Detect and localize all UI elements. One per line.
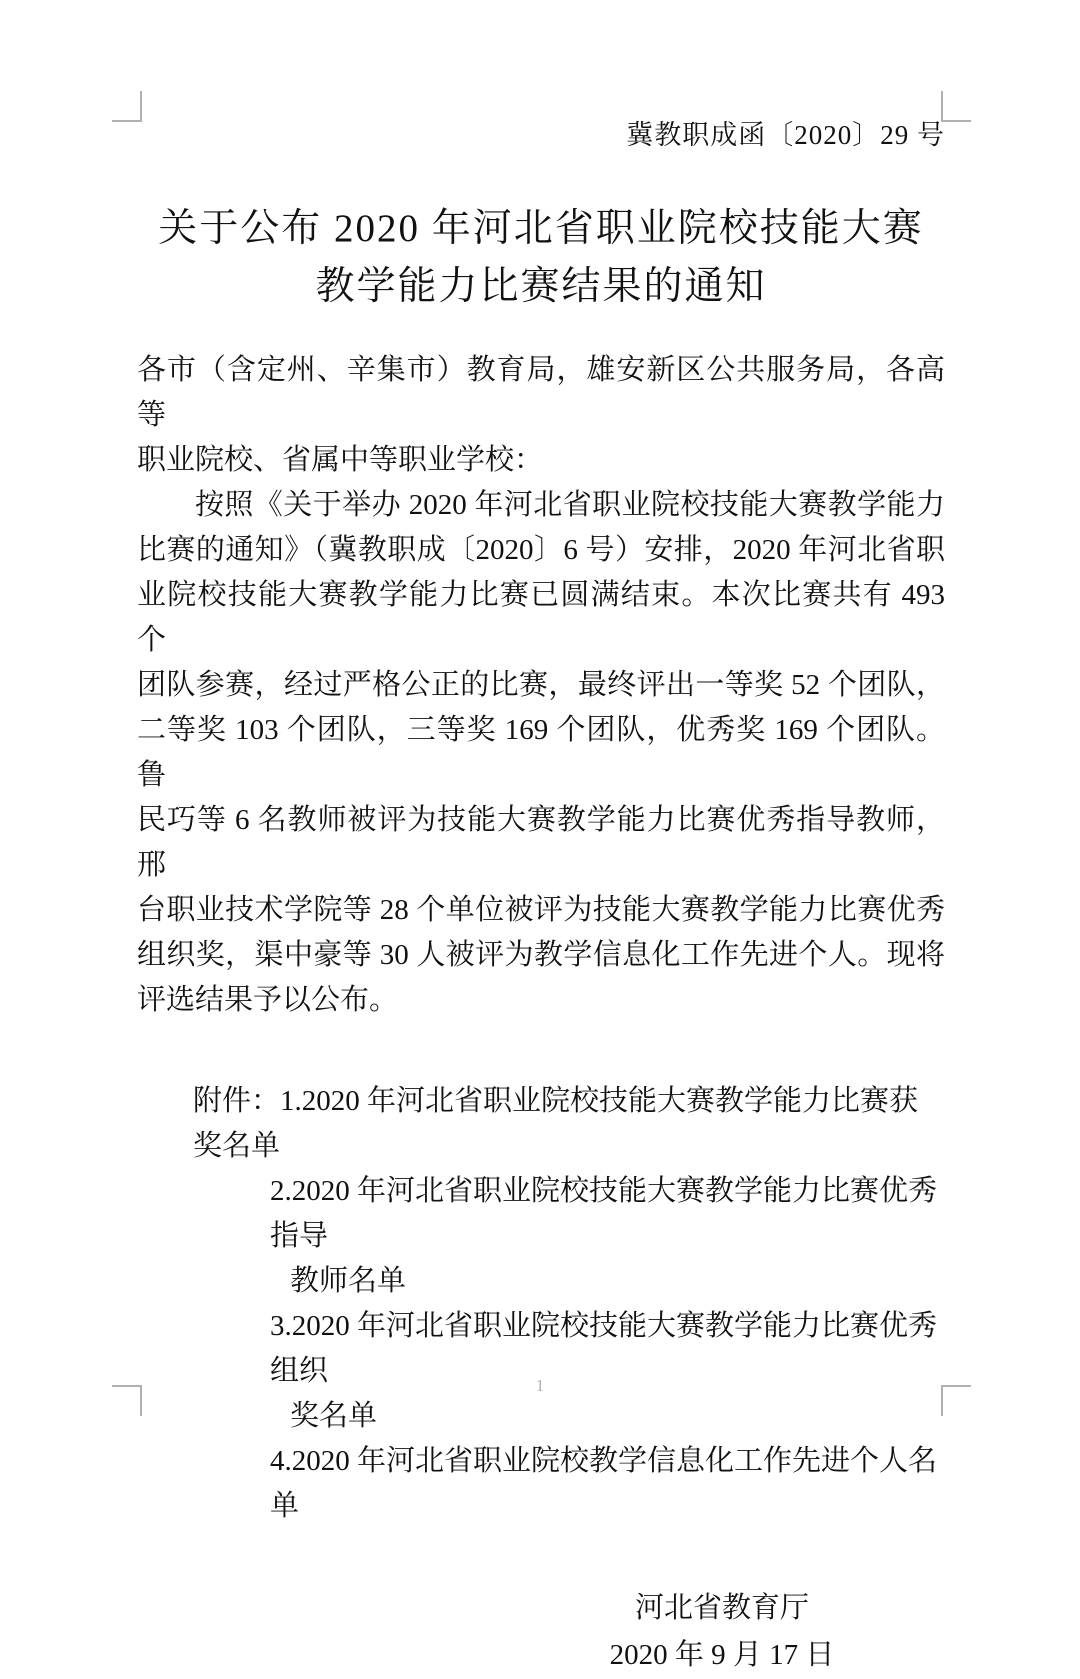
signature-date: 2020 年 9 月 17 日	[609, 1639, 835, 1671]
recipients-line: 各市（含定州、辛集市）教育局，雄安新区公共服务局，各高等	[137, 354, 945, 431]
body-line: 比赛的通知》（冀教职成〔2020〕6 号）安排，2020 年河北省职	[137, 534, 945, 566]
body-line: 组织奖，渠中豪等 30 人被评为教学信息化工作先进个人。现将	[137, 939, 945, 971]
attachment-line: 3.2020 年河北省职业院校技能大赛教学能力比赛优秀组织	[270, 1310, 938, 1387]
document-title	[137, 200, 945, 316]
attachment-line: 奖名单	[290, 1400, 378, 1432]
document-title-line-2: 教学能力比赛结果的通知	[315, 265, 767, 308]
body-line: 业院校技能大赛教学能力比赛已圆满结束。本次比赛共有 493 个	[137, 579, 945, 656]
document-body	[137, 348, 945, 1023]
attachments-list	[137, 1079, 945, 1529]
body-line: 评选结果予以公布。	[137, 984, 399, 1016]
document-number: 冀教职成函〔2020〕29 号	[626, 120, 945, 150]
attachment-line: 教师名单	[290, 1265, 407, 1297]
crop-mark-top-right-icon	[941, 91, 971, 122]
body-line: 台职业技术学院等 28 个单位被评为技能大赛教学能力比赛优秀	[137, 894, 945, 926]
body-line: 民巧等 6 名教师被评为技能大赛教学能力比赛优秀指导教师，邢	[137, 804, 945, 881]
body-line: 二等奖 103 个团队，三等奖 169 个团队，优秀奖 169 个团队。鲁	[137, 714, 945, 791]
document-content	[137, 0, 945, 1679]
attachment-line: 2.2020 年河北省职业院校技能大赛教学能力比赛优秀指导	[270, 1175, 938, 1252]
document-title-line-1: 关于公布 2020 年河北省职业院校技能大赛	[158, 207, 924, 250]
recipients-line: 职业院校、省属中等职业学校：	[137, 444, 544, 476]
attachment-line: 附件：1.2020 年河北省职业院校技能大赛教学能力比赛获奖名单	[193, 1085, 919, 1162]
attachment-line: 4.2020 年河北省职业院校教学信息化工作先进个人名单	[270, 1445, 938, 1522]
signature-org: 河北省教育厅	[634, 1592, 809, 1624]
body-line: 团队参赛，经过严格公正的比赛，最终评出一等奖 52 个团队，	[137, 669, 945, 701]
signature-block	[562, 1585, 882, 1679]
body-line: 按照《关于举办 2020 年河北省职业院校技能大赛教学能力	[195, 489, 945, 521]
page-number: 1	[535, 1376, 545, 1395]
